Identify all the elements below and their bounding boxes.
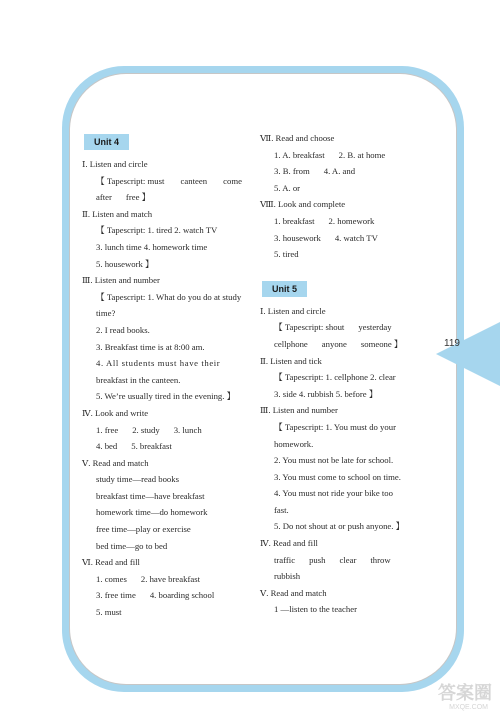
- section-title: Ⅳ. Read and fill: [260, 538, 318, 549]
- answer-line: [260, 336, 432, 353]
- answer-line: [82, 571, 246, 588]
- answer-text: yesterday: [358, 322, 392, 333]
- answer-text: 【 Tapescript: must: [96, 175, 165, 186]
- answer-text: 4. boarding school: [149, 590, 215, 601]
- section-title: Ⅶ. Read and choose: [260, 133, 335, 143]
- answer-line: [260, 552, 432, 569]
- answer-line: free time—play or exercise: [96, 524, 191, 535]
- section-title: Ⅱ. Listen and tick: [260, 355, 322, 366]
- answer-text: push: [309, 554, 326, 565]
- answer-text: 【 Tapescript: shout: [274, 322, 345, 333]
- answer-line: 5. must: [96, 607, 122, 618]
- answer-text: 4. A. and: [323, 166, 356, 177]
- answer-line: 【 Tapescript: 1. cellphone 2. clear: [274, 372, 396, 383]
- answer-line: [82, 189, 246, 206]
- answer-line: [260, 213, 432, 230]
- page-number: 119: [444, 338, 460, 349]
- watermark-logo: 答案圈: [438, 683, 492, 703]
- answer-text: 4. watch TV: [334, 232, 378, 243]
- page-number-tab: [436, 322, 500, 386]
- answer-text: 3. free time: [96, 590, 136, 601]
- right-column: [260, 130, 432, 618]
- answer-line: 4. All students must have their: [96, 358, 221, 369]
- answer-line: 【 Tapescript: 1. tired 2. watch TV: [96, 225, 218, 236]
- answer-line: fast.: [274, 504, 289, 515]
- answer-line: 2. You must not be late for school.: [274, 455, 394, 466]
- answer-line: 3. lunch time 4. homework time: [96, 241, 208, 252]
- answer-line: 5. housework 】: [96, 258, 154, 269]
- section-title: Ⅲ. Listen and number: [260, 405, 338, 416]
- answer-text: 3. B. from: [274, 166, 310, 177]
- answer-text: free 】: [125, 192, 151, 203]
- answer-text: clear: [339, 554, 357, 565]
- unit-5-heading: Unit 5: [262, 281, 307, 297]
- answer-line: rubbish: [274, 571, 301, 582]
- answer-text: 2. study: [132, 424, 160, 435]
- answer-text: 2. have breakfast: [140, 573, 200, 584]
- answer-line: [82, 422, 246, 439]
- answer-line: 5. We’re usually tired in the evening. 】: [96, 391, 236, 402]
- answer-text: 2. B. at home: [338, 149, 386, 160]
- answer-line: 3. Breakfast time is at 8:00 am.: [96, 341, 205, 352]
- answer-text: anyone: [321, 338, 347, 349]
- section-title: Ⅰ. Listen and circle: [82, 159, 148, 169]
- answer-line: 【 Tapescript: 1. What do you do at study: [96, 291, 242, 302]
- answer-line: homework time—do homework: [96, 507, 208, 518]
- answer-text: 3. lunch: [173, 424, 202, 435]
- answer-line: study time—read books: [96, 474, 180, 485]
- left-column: [82, 130, 246, 621]
- answer-line: homework.: [274, 438, 314, 449]
- answer-line: 【 Tapescript: 1. You must do your: [274, 421, 396, 432]
- section-title: Ⅳ. Look and write: [82, 407, 149, 418]
- answer-line: 4. You must not ride your bike too: [274, 488, 393, 499]
- answer-text: traffic: [274, 554, 296, 565]
- section-title: Ⅴ. Read and match: [260, 587, 327, 598]
- answer-line: [82, 438, 246, 455]
- answer-line: 3. You must come to school on time.: [274, 471, 401, 482]
- answer-text: 1. breakfast: [274, 215, 315, 226]
- answer-text: throw: [370, 554, 391, 565]
- answer-text: come: [223, 175, 242, 186]
- answer-line: 3. side 4. rubbish 5. before 】: [274, 388, 378, 399]
- answer-line: 5. A. or: [274, 182, 301, 193]
- section-title: Ⅰ. Listen and circle: [260, 305, 326, 316]
- answer-text: 1. comes: [96, 573, 127, 584]
- answer-text: someone 】: [360, 338, 403, 349]
- answer-line: [260, 163, 432, 180]
- answer-text: cellphone: [274, 338, 308, 349]
- watermark-url: MXQE.COM: [449, 704, 488, 711]
- section-title: Ⅵ. Read and fill: [82, 557, 140, 568]
- answer-text: 1. free: [96, 424, 119, 435]
- answer-text: canteen: [180, 175, 208, 186]
- answer-text: 4. bed: [96, 441, 118, 452]
- unit-4-heading: Unit 4: [84, 134, 129, 150]
- answer-line: [260, 147, 432, 164]
- answer-line: bed time—go to bed: [96, 540, 168, 551]
- answer-line: 2. I read books.: [96, 324, 150, 335]
- answer-text: 2. homework: [328, 215, 375, 226]
- answer-line: time?: [96, 308, 116, 319]
- answer-text: 3. housework: [274, 232, 321, 243]
- answer-text: 1. A. breakfast: [274, 149, 325, 160]
- answer-text: 5. breakfast: [131, 441, 172, 452]
- section-title: Ⅴ. Read and match: [82, 457, 149, 468]
- answer-line: [82, 173, 246, 190]
- answer-line: [82, 587, 246, 604]
- section-title: Ⅲ. Listen and number: [82, 275, 160, 286]
- answer-line: 1 —listen to the teacher: [274, 604, 357, 615]
- section-title: Ⅷ. Look and complete: [260, 199, 346, 210]
- answer-line: breakfast in the canteen.: [96, 374, 181, 385]
- answer-line: breakfast time—have breakfast: [96, 490, 205, 501]
- section-title: Ⅱ. Listen and match: [82, 208, 153, 219]
- answer-text: after: [96, 192, 112, 203]
- answer-line: [260, 319, 432, 336]
- answer-line: [260, 230, 432, 247]
- answer-line: 5. tired: [274, 249, 299, 260]
- answer-line: 5. Do not shout at or push anyone. 】: [274, 521, 405, 532]
